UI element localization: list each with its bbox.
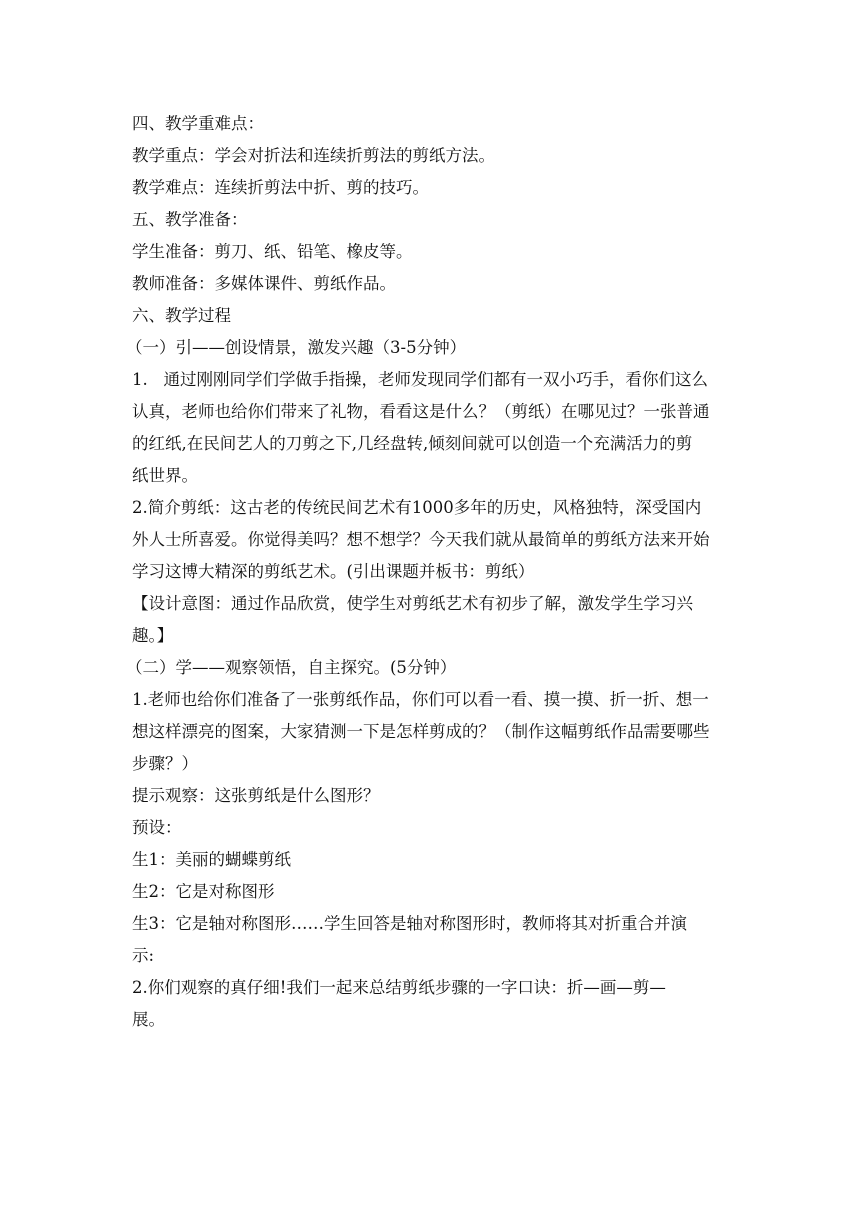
design-intent-note: 【设计意图：通过作品欣赏，使学生对剪纸艺术有初步了解，激发学生学习兴 bbox=[132, 594, 693, 613]
document-body bbox=[126, 108, 732, 1036]
text-line: 1. 通过刚刚同学们学做手指操，老师发现同学们都有一双小巧手，看你们这么 bbox=[132, 370, 708, 389]
section-heading-process: 六、教学过程 bbox=[132, 306, 231, 325]
text-line: 的红纸,在民间艺人的刀剪之下,几经盘转,倾刻间就可以创造一个充满活力的剪 bbox=[132, 434, 693, 453]
text-line: 纸世界。 bbox=[132, 466, 198, 485]
text-line: 2.你们观察的真仔细!我们一起来总结剪纸步骤的一字口诀：折—画—剪— bbox=[132, 978, 666, 997]
text-line: 生1：美丽的蝴蝶剪纸 bbox=[132, 850, 291, 869]
text-line: 预设： bbox=[132, 818, 182, 837]
text-line: 1.老师也给你们准备了一张剪纸作品，你们可以看一看、摸一摸、折一折、想一 bbox=[132, 690, 709, 709]
subsection-heading: （二）学——观察领悟，自主探究。(5分钟） bbox=[126, 658, 457, 677]
section-heading-key-points: 四、教学重难点： bbox=[132, 114, 264, 133]
text-line: 学生准备：剪刀、纸、铅笔、橡皮等。 bbox=[132, 242, 413, 261]
subsection-heading: （一）引——创设情景，激发兴趣（3-5分钟） bbox=[126, 338, 467, 357]
text-line: 教学难点：连续折剪法中折、剪的技巧。 bbox=[132, 178, 429, 197]
text-line: 想这样漂亮的图案，大家猜测一下是怎样剪成的？（制作这幅剪纸作品需要哪些 bbox=[132, 722, 710, 741]
text-line: 步骤？） bbox=[132, 754, 198, 773]
text-line: 示: bbox=[132, 946, 155, 965]
text-line: 展。 bbox=[132, 1010, 165, 1029]
text-line: 生3：它是轴对称图形……学生回答是轴对称图形时，教师将其对折重合并演 bbox=[132, 914, 687, 933]
text-line: 外人士所喜爱。你觉得美吗？想不想学？今天我们就从最简单的剪纸方法来开始 bbox=[132, 530, 710, 549]
text-line: 教学重点：学会对折法和连续折剪法的剪纸方法。 bbox=[132, 146, 495, 165]
text-line: 2.简介剪纸：这古老的传统民间艺术有1000多年的历史，风格独特，深受国内 bbox=[132, 498, 702, 517]
text-line: 教师准备：多媒体课件、剪纸作品。 bbox=[132, 274, 396, 293]
section-heading-preparation: 五、教学准备： bbox=[132, 210, 248, 229]
text-line: 认真，老师也给你们带来了礼物，看看这是什么？（剪纸）在哪见过？一张普通 bbox=[132, 402, 710, 421]
text-line: 趣。】 bbox=[132, 626, 174, 645]
text-line: 提示观察：这张剪纸是什么图形？ bbox=[132, 786, 380, 805]
text-line: 学习这博大精深的剪纸艺术。(引出课题并板书：剪纸） bbox=[132, 562, 535, 581]
text-line: 生2：它是对称图形 bbox=[132, 882, 275, 901]
